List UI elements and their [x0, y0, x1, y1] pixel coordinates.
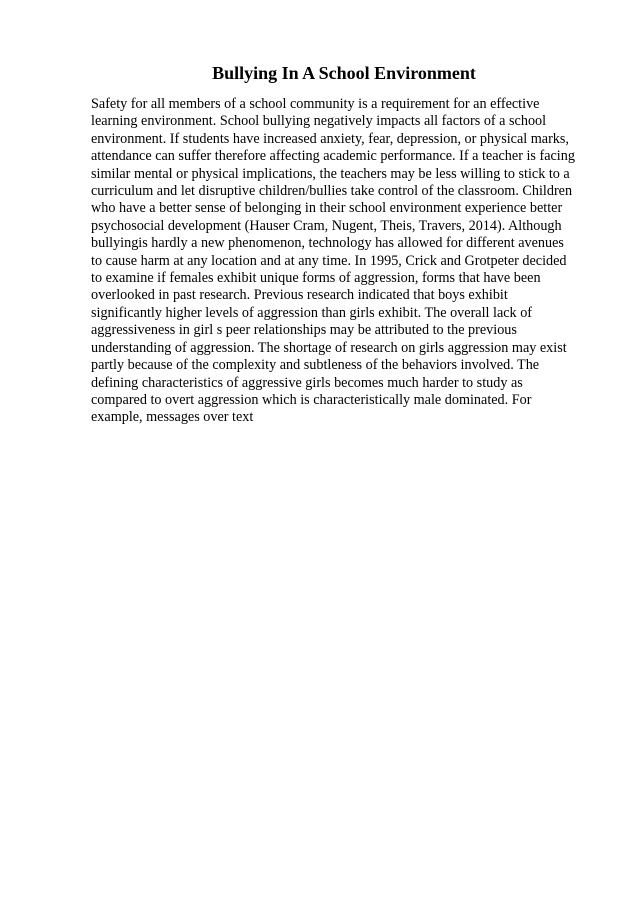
- text-line: similar mental or physical implications, the teachers may be less willing to stick to a: [91, 165, 570, 182]
- text-line: understanding of aggression. The shortage of research on girls aggression may exist: [91, 339, 567, 356]
- text-line: overlooked in past research. Previous research indicated that boys exhibit: [91, 287, 508, 304]
- text-line: partly because of the complexity and subtleness of the behaviors involved. The: [91, 357, 540, 374]
- text-line: environment. If students have increased anxiety, fear, depression, or physical marks,: [91, 130, 569, 147]
- text-line: defining characteristics of aggressive girls becomes much harder to study as: [91, 374, 523, 391]
- text-line: example, messages over text: [91, 409, 254, 426]
- text-line: bullyingis hardly a new phenomenon, technology has allowed for different avenues: [91, 235, 564, 252]
- text-line: who have a better sense of belonging in their school environment experience better: [91, 200, 563, 217]
- text-line: attendance can suffer therefore affecting academic performance. If a teacher is facing: [91, 148, 575, 165]
- text-line: compared to overt aggression which is characteristically male dominated. For: [91, 391, 532, 408]
- text-line: to cause harm at any location and at any time. In 1995, Crick and Grotpeter decided: [91, 252, 567, 269]
- text-line: psychosocial development (Hauser Cram, Nugent, Theis, Travers, 2014). Although: [91, 217, 562, 234]
- text-line: aggressiveness in girl s peer relationships may be attributed to the previous: [91, 322, 517, 339]
- text-line: learning environment. School bullying negatively impacts all factors of a school: [91, 113, 547, 130]
- text-line: significantly higher levels of aggression than girls exhibit. The overall lack of: [91, 304, 533, 321]
- text-line: curriculum and let disruptive children/bullies take control of the classroom. Children: [91, 183, 573, 200]
- text-line: Safety for all members of a school community is a requirement for an effective: [91, 96, 540, 112]
- document-title: Bullying In A School Environment: [212, 63, 476, 83]
- text-line: to examine if females exhibit unique forms of aggression, forms that have been: [91, 270, 541, 287]
- body-paragraph: [91, 96, 591, 427]
